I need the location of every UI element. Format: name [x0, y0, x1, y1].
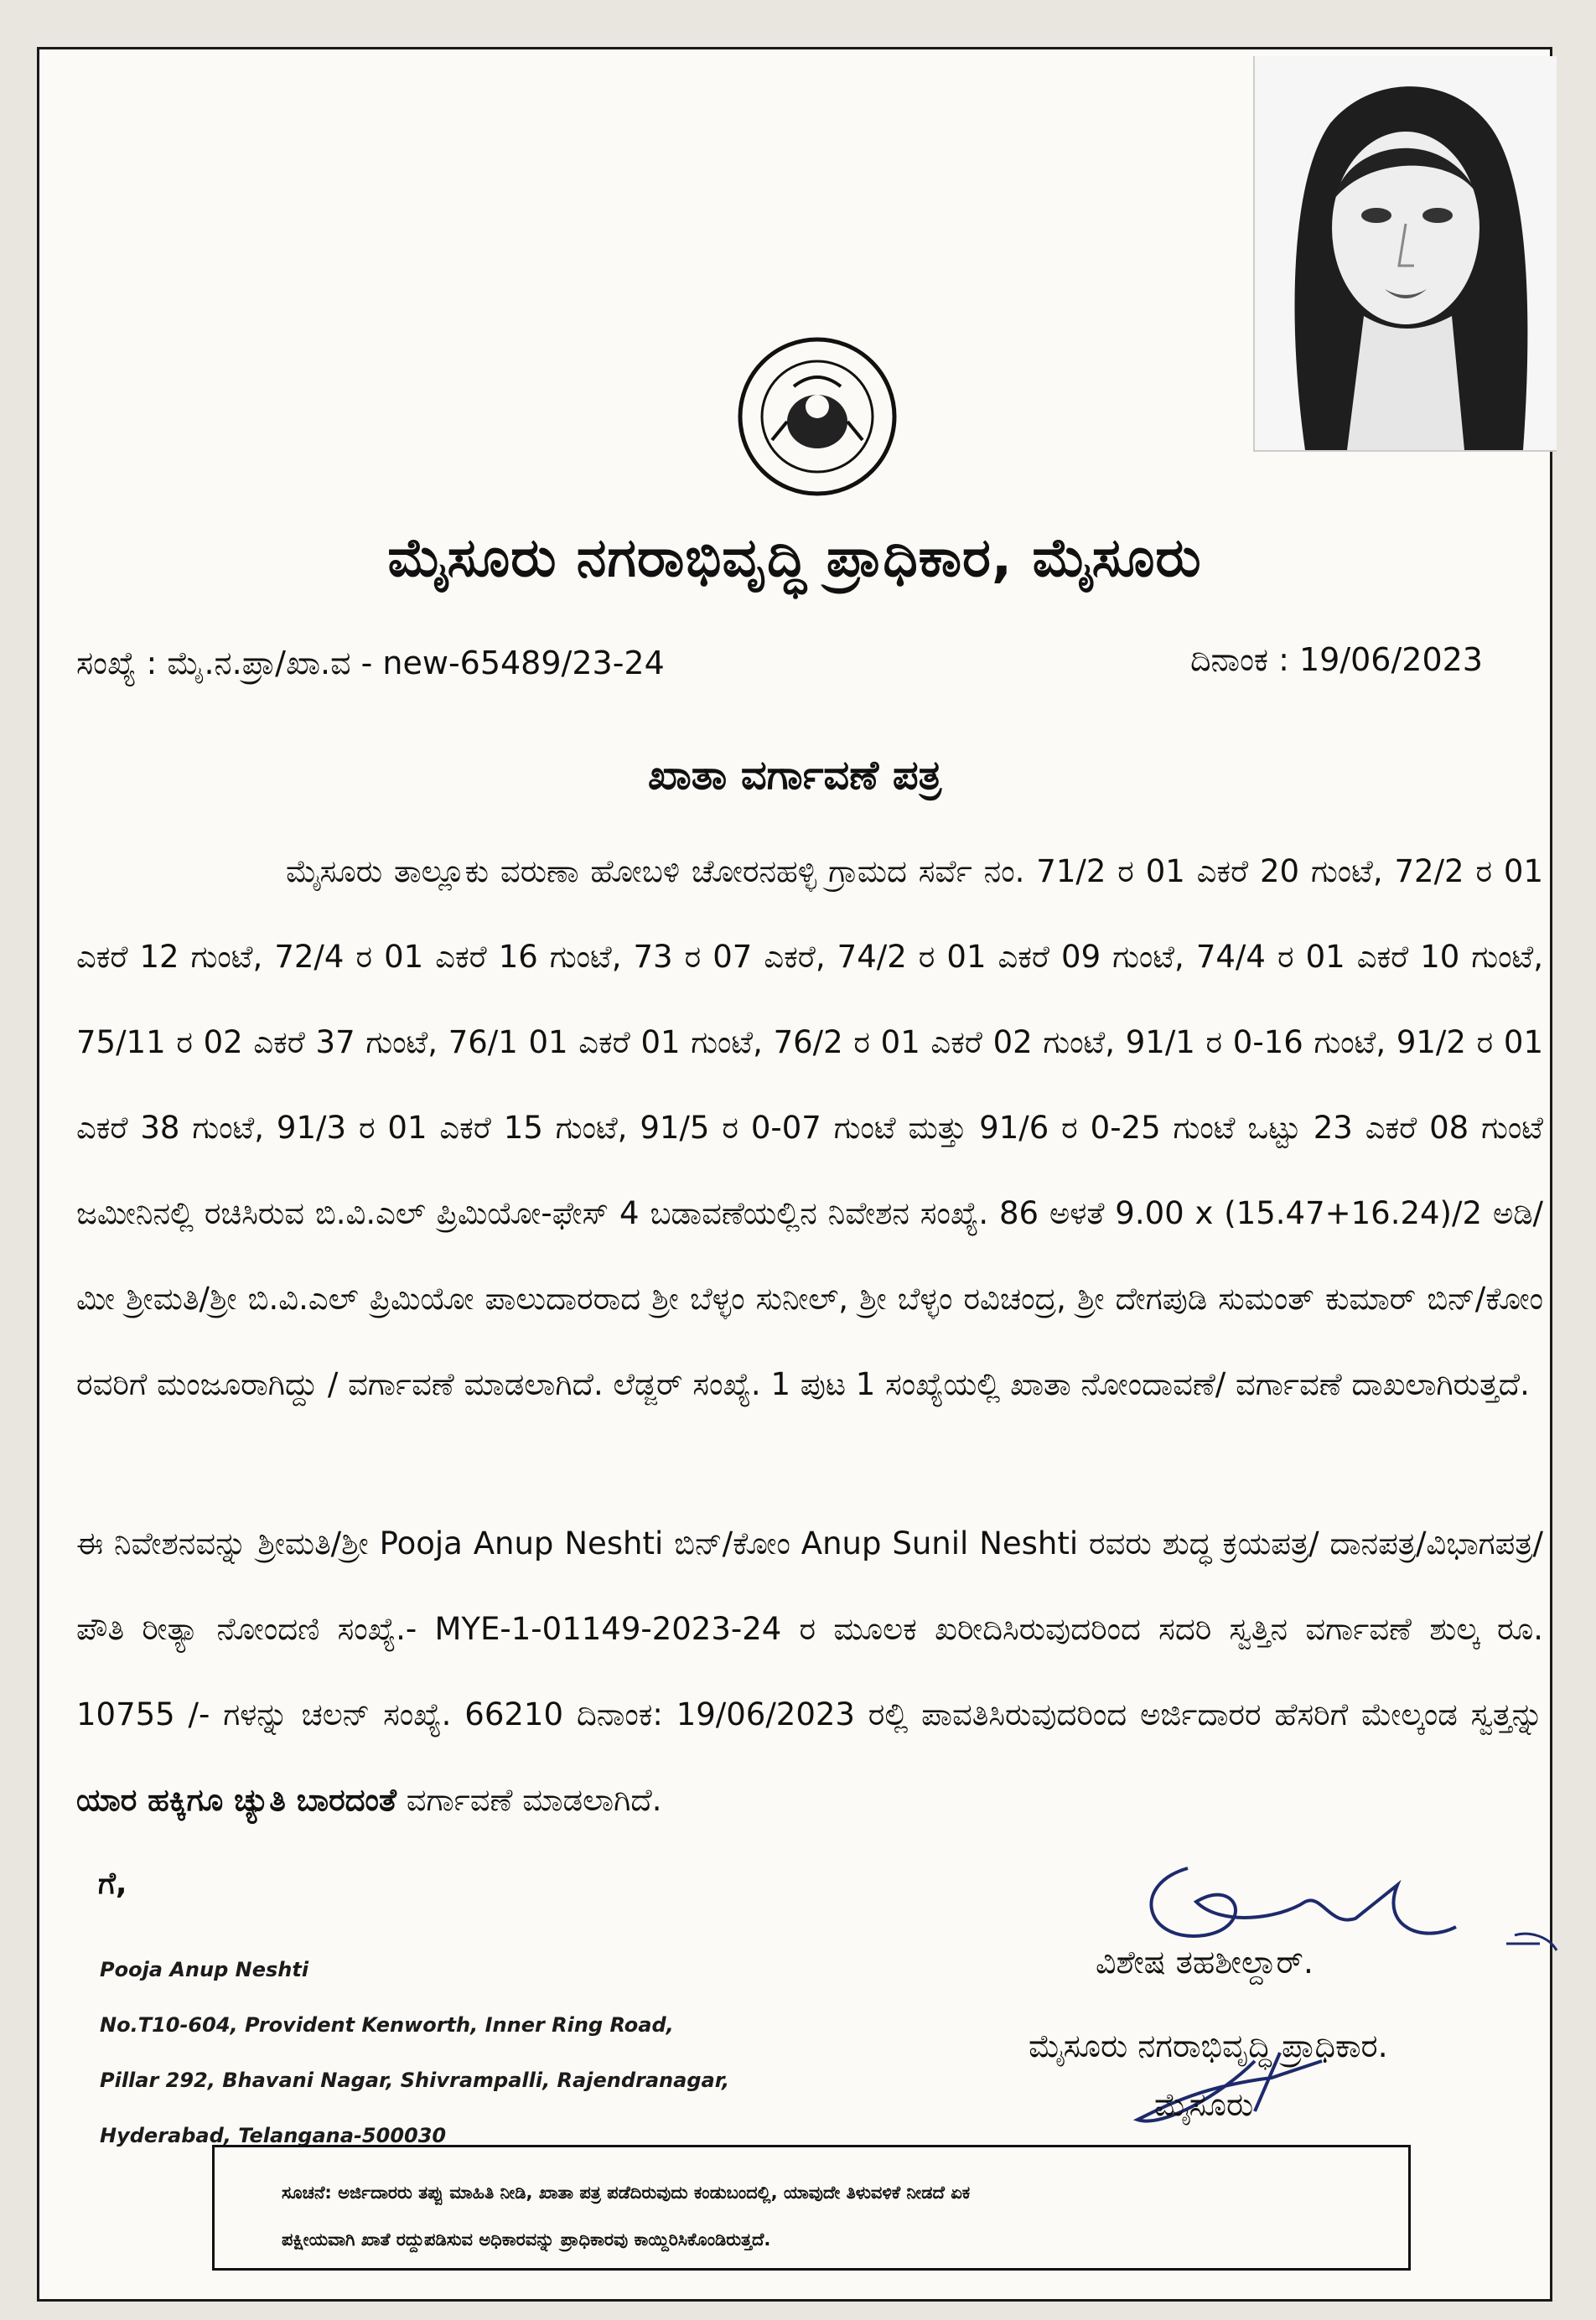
transfer-paragraph-end: ವರ್ಗಾವಣೆ ಮಾಡಲಾಗಿದೆ. [396, 1782, 662, 1818]
transfer-paragraph [76, 1501, 1543, 1843]
signatory-office: ಮೈಸೂರು ನಗರಾಭಿವೃದ್ಧಿ ಪ್ರಾಧಿಕಾರ. [1029, 2027, 1388, 2064]
authority-emblem-icon [735, 334, 899, 499]
document-page [37, 47, 1552, 2302]
signature-icon [1003, 1851, 1573, 2136]
signatory-place: ಮೈಸೂರು [1154, 2086, 1254, 2123]
signatory-title: ವಿಶೇಷ ತಹಶೀಲ್ದಾರ್. [1096, 1944, 1314, 1981]
document-title: ಖಾತಾ ವರ್ಗಾವಣೆ ಪತ್ರ [647, 752, 942, 799]
recipient-address [100, 1942, 729, 2163]
recipient-name: Pooja Anup Neshti [100, 1958, 309, 1981]
notice-line1: ಸೂಚನೆ: ಅರ್ಜಿದಾರರು ತಪ್ಪು ಮಾಹಿತಿ ನೀಡಿ, ಖಾತಾ ಪತ್ರ ಪಡೆದಿರುವುದು ಕಂಡುಬಂದಲ್ಲಿ, ಯಾವುದೇ ತಿಳುವಳಿಕೆ ನೀಡದೆ ಏಕ [282, 2183, 971, 2203]
notice-line2: ಪಕ್ಷೀಯವಾಗಿ ಖಾತೆ ರದ್ದುಪಡಿಸುವ ಅಧಿಕಾರವನ್ನು ಪ್ರಾಧಿಕಾರವು ಕಾಯ್ದಿರಿಸಿಕೊಂಡಿರುತ್ತದೆ. [282, 2229, 771, 2250]
notice-box [212, 2145, 1411, 2271]
transfer-paragraph-emphasis: ಯಾರ ಹಕ್ಕಿಗೂ ಚ್ಯುತಿ ಬಾರದಂತೆ [76, 1782, 397, 1818]
authority-title: ಮೈಸೂರು ನಗರಾಭಿವೃದ್ಧಿ ಪ್ರಾಧಿಕಾರ, ಮೈಸೂರು [387, 527, 1202, 589]
issue-date: ದಿನಾಂಕ : 19/06/2023 [1189, 641, 1483, 678]
recipient-address-line1: No.T10-604, Provident Kenworth, Inner Ring Road, [100, 2013, 674, 2037]
applicant-photo [1253, 56, 1557, 452]
reference-number: ಸಂಖ್ಯೆ : ಮೈ.ನ.ಪ್ರಾ/ಖಾ.ವ - new-65489/23-24 [76, 645, 665, 681]
recipient-address-line3: Hyderabad, Telangana-500030 [100, 2124, 447, 2147]
to-label: ಗೆ, [98, 1867, 127, 1901]
recipient-address-line2: Pillar 292, Bhavani Nagar, Shivrampalli, Rajendranagar, [100, 2069, 730, 2092]
property-description-paragraph: ಮೈಸೂರು ತಾಲ್ಲೂಕು ವರುಣಾ ಹೋಬಳಿ ಚೋರನಹಳ್ಳಿ ಗ್ರಾಮದ ಸರ್ವೆ ನಂ. 71/2 ರ 01 ಎಕರೆ 20 ಗುಂಟೆ, 72/2 ರ 01 ಎಕರೆ 12 ಗುಂಟೆ, 72/4 ರ 01 ಎಕರೆ 16 ಗುಂಟೆ, 73 ರ 07 ಎಕರೆ, 74/2 ರ 01 ಎಕರೆ 09 ಗುಂಟೆ, 74/4 ರ 01 ಎಕರೆ 10 ಗುಂಟೆ, 75/11 ರ 02 ಎಕರೆ 37 ಗುಂಟೆ, 76/1 01 ಎಕರೆ 01 ಗುಂಟೆ, 76/2 ರ 01 ಎಕರೆ 02 ಗುಂಟೆ, 91/1 ರ 0-16 ಗುಂಟೆ, 91/2 ರ 01 ಎಕರೆ 38 ಗುಂಟೆ, 91/3 ರ 01 ಎಕರೆ 15 ಗುಂಟೆ, 91/5 ರ 0-07 ಗುಂಟೆ ಮತ್ತು 91/6 ರ 0-25 ಗುಂಟೆ ಒಟ್ಟು 23 ಎಕರೆ 08 ಗುಂಟೆ ಜಮೀನಿನಲ್ಲಿ ರಚಿಸಿರುವ ಬಿ.ವಿ.ಎಲ್ ಪ್ರಿಮಿಯೋ-ಫೇಸ್ 4 ಬಡಾವಣೆಯಲ್ಲಿನ ನಿವೇಶನ ಸಂಖ್ಯೆ. 86 ಅಳತೆ 9.00 x (15.47+16.24)/2 ಅಡಿ/ಮೀ ಶ್ರೀಮತಿ/ಶ್ರೀ ಬಿ.ವಿ.ಎಲ್ ಪ್ರಿಮಿಯೋ ಪಾಲುದಾರರಾದ ಶ್ರೀ ಬೆಳ್ಳಂ ಸುನೀಲ್, ಶ್ರೀ ಬೆಳ್ಳಂ ರವಿಚಂದ್ರ, ಶ್ರೀ ದೇಗಪುಡಿ ಸುಮಂತ್ ಕುಮಾರ್ ಬಿನ್/ಕೋಂ ರವರಿಗೆ ಮಂಜೂರಾಗಿದ್ದು / ವರ್ಗಾವಣೆ ಮಾಡಲಾಗಿದೆ. ಲೆಡ್ಜರ್ ಸಂಖ್ಯೆ. 1 ಪುಟ 1 ಸಂಖ್ಯೆಯಲ್ಲಿ ಖಾತಾ ನೋಂದಾವಣೆ/ ವರ್ಗಾವಣೆ ದಾಖಲಾಗಿರುತ್ತದೆ. [76, 853, 1543, 1402]
transfer-paragraph-main: ಈ ನಿವೇಶನವನ್ನು ಶ್ರೀಮತಿ/ಶ್ರೀ Pooja Anup Neshti ಬಿನ್/ಕೋಂ Anup Sunil Neshti ರವರು ಶುದ್ಧ ಕ್ರಯಪತ್ರ/ ದಾನಪತ್ರ/ವಿಭಾಗಪತ್ರ/ಪೌತಿ ರೀತ್ಯಾ ನೋಂದಣಿ ಸಂಖ್ಯೆ.- MYE-1-01149-2023-24 ರ ಮೂಲಕ ಖರೀದಿಸಿರುವುದರಿಂದ ಸದರಿ ಸ್ವತ್ತಿನ ವರ್ಗಾವಣೆ ಶುಲ್ಕ ರೂ. 10755 /- ಗಳನ್ನು ಚಲನ್ ಸಂಖ್ಯೆ. 66210 ದಿನಾಂಕ: 19/06/2023 ರಲ್ಲಿ ಪಾವತಿಸಿರುವುದರಿಂದ ಅರ್ಜಿದಾರರ ಹೆಸರಿಗೆ ಮೇಲ್ಕಂಡ ಸ್ವತ್ತನ್ನು [76, 1525, 1543, 1732]
